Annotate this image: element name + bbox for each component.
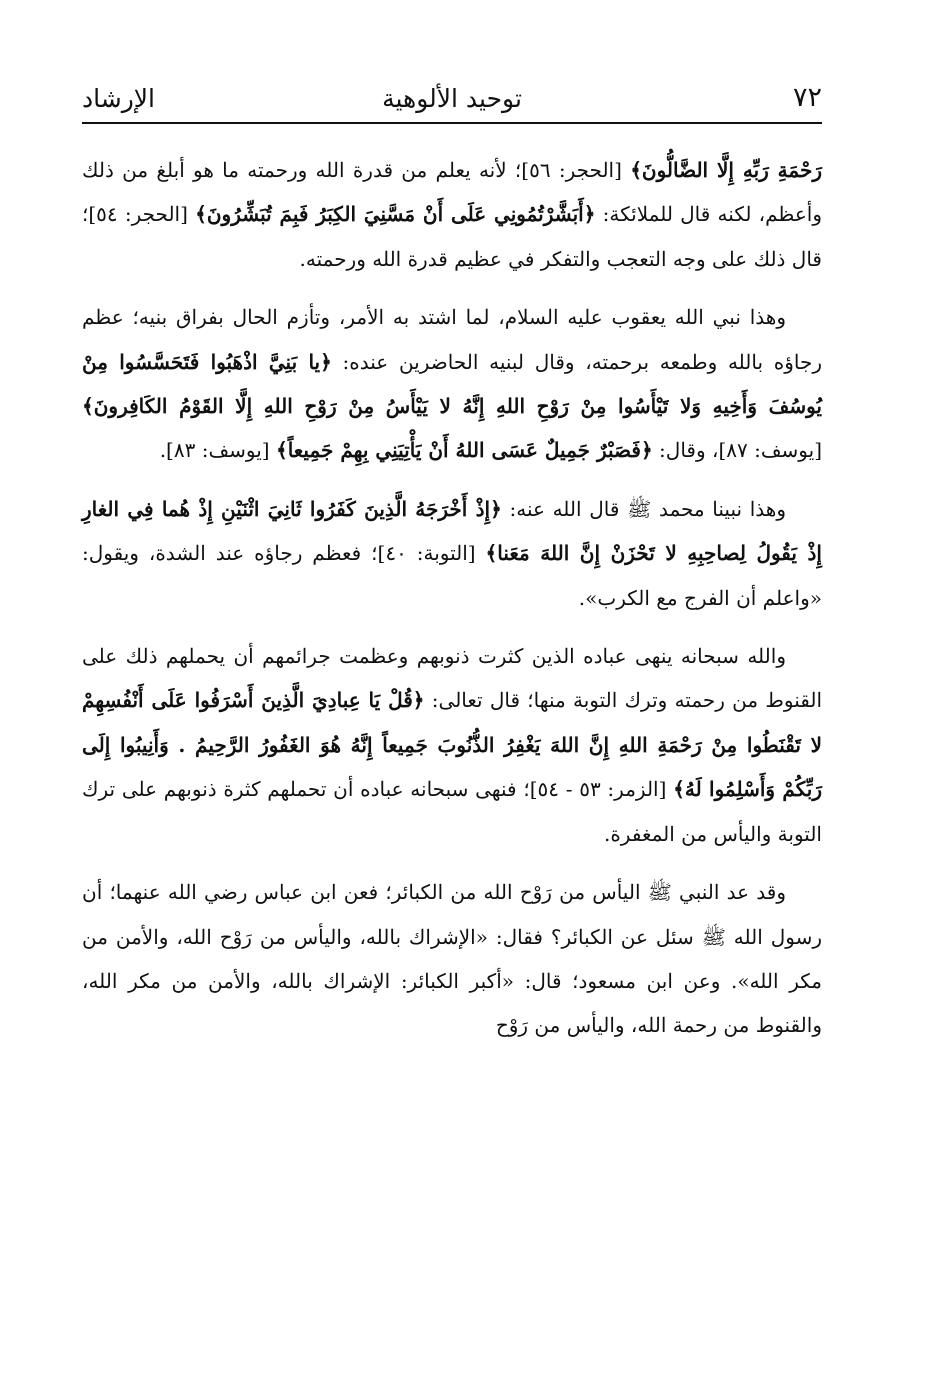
text-segment: [الحجر: ٥٤]؛ قال ذلك على وجه التعجب والتفكر في عظيم قدرة الله ورحمته. (82, 202, 822, 271)
text-segment: [الزمر: ٥٣ - ٥٤]؛ فنهى سبحانه عباده أن تحملهم كثرة ذنوبهم على ترك التوبة واليأس من المغفرة. (82, 777, 822, 846)
text-segment: [التوبة: ٤٠]؛ فعظم رجاؤه عند الشدة، ويقول: «واعلم أن الفرج مع الكرب». (82, 541, 822, 610)
book-title: الإرشاد (82, 84, 155, 113)
quran-verse: ﴿فَصَبْرٌ جَمِيلٌ عَسَى اللهُ أَنْ يَأْتِيَنِي بِهِمْ جَمِيعاً﴾ (275, 438, 653, 463)
quran-verse: ﴿إِذْ أَخْرَجَهُ الَّذِينَ كَفَرُوا ثَانِيَ اثْنَيْنِ إِذْ هُما فِي الغارِ إِذْ يَقُولُ لِصاحِبِهِ لا تَحْزَنْ إِنَّ اللهَ مَعَنا﴾ (82, 496, 822, 566)
text-segment: وهذا نبينا محمد ﷺ قال الله عنه: (501, 496, 786, 521)
quran-verse: ﴿يا بَنِيَّ اذْهَبُوا فَتَحَسَّسُوا مِنْ يُوسُفَ وَأَخِيهِ وَلا تَيْأَسُوا مِنْ رَوْحِ اللهِ إِنَّهُ لا يَيْأَسُ مِنْ رَوْحِ اللهِ إِلَّا القَوْمُ الكَافِرونَ﴾ (82, 349, 822, 419)
page-number: ٧٢ (792, 82, 822, 113)
paragraph (82, 148, 822, 281)
paragraph (82, 870, 822, 1048)
paragraph (82, 487, 822, 620)
chapter-title: توحيد الألوهية (382, 84, 522, 113)
text-segment: [الحجر: ٥٦]؛ لأنه يعلم من قدرة الله ورحمته ما هو أبلغ من ذلك وأعظم، لكنه قال للملائكة: (82, 158, 822, 227)
running-header (82, 74, 822, 118)
text-segment: [يوسف: ٨٣]. (159, 438, 276, 463)
text-segment: [يوسف: ٨٧]، وقال: (652, 438, 822, 463)
text-segment: وهذا نبي الله يعقوب عليه السلام، لما اشتد به الأمر، وتأزم الحال بفراق بنيه؛ عظم رجاؤه بالله وطمعه برحمته، وقال لبنيه الحاضرين عنده: (82, 305, 822, 374)
quran-verse: ﴿قُلْ يَا عِبادِيَ الَّذِينَ أَسْرَفُوا عَلَى أَنْفُسِهِمْ لا تَقْنَطُوا مِنْ رَحْمَةِ اللهِ إِنَّ اللهَ يَغْفِرُ الذُّنُوبَ جَمِيعاً إِنَّهُ هُوَ الغَفُورُ الرَّحِيمُ . وَأَنِيبُوا إِلَى رَبِّكُمْ وَأَسْلِمُوا لَهُ﴾ (82, 688, 822, 802)
quran-verse: ﴿أَبَشَّرْتُمُونِي عَلَى أَنْ مَسَّنِيَ الكِبَرُ فَبِمَ تُبَشِّرُونَ﴾ (195, 202, 596, 227)
paragraph (82, 634, 822, 856)
text-segment: وقد عد النبي ﷺ اليأس من رَوْح الله من الكبائر؛ فعن ابن عباس رضي الله عنهما؛ أن رسول الله ﷺ سئل عن الكبائر؟ فقال: «الإشراك بالله، واليأس من رَوْح الله، والأمن من مكر الله». وعن ابن مسعود؛ قال: «أكبر الكبائر: الإشراك بالله، والأمن من مكر الله، والقنوط من رحمة الله، واليأس من رَوْح (82, 880, 822, 1038)
quran-verse: رَحْمَةِ رَبِّهِ إِلَّا الضَّالُّونَ﴾ (630, 158, 822, 182)
text-segment: والله سبحانه ينهى عباده الذين كثرت ذنوبهم وعظمت جرائمهم أن يحملهم ذلك على القنوط من رحمته وترك التوبة منها؛ قال تعالى: (82, 644, 823, 713)
paragraph (82, 295, 822, 473)
body-text (82, 148, 822, 1062)
header-rule (82, 122, 822, 124)
